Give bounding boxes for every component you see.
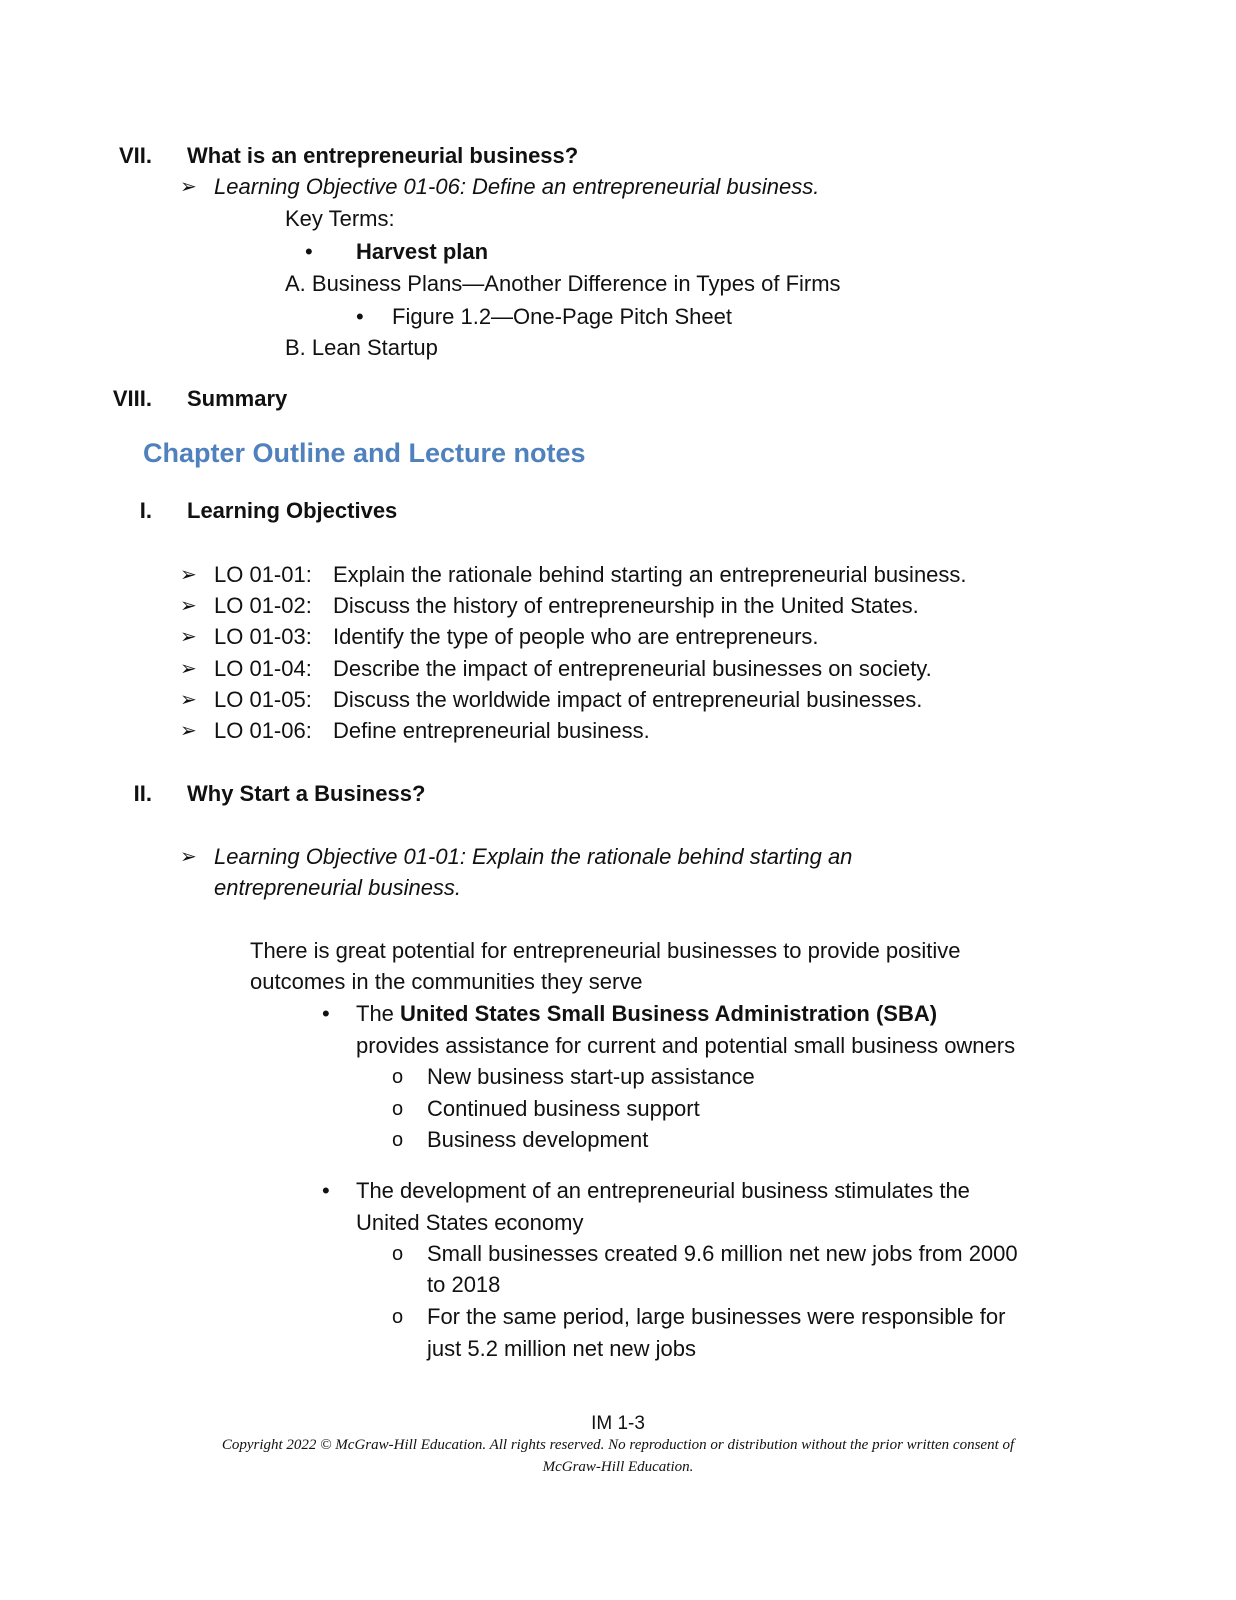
circle-bullet-icon: o [392,1098,404,1120]
section-numeral: VIII. [112,386,152,411]
objective-code: LO 01-06: [214,718,312,743]
objective-text: Describe the impact of entrepreneurial businesses on society. [333,656,932,681]
arrow-bullet-icon: ➢ [180,595,197,617]
learning-objective-line2: entrepreneurial business. [214,875,462,900]
section-numeral: I. [139,498,152,523]
objective-text: Discuss the history of entrepreneurship in the United States. [333,593,919,618]
chapter-heading: Chapter Outline and Lecture notes [143,438,586,468]
arrow-bullet-icon: ➢ [180,626,197,648]
sba-name: United States Small Business Administration (SBA) [400,1001,938,1026]
outline-sub-item: Figure 1.2—One-Page Pitch Sheet [392,304,732,329]
learning-objective-line1: Learning Objective 01-01: Explain the rationale behind starting an [214,844,853,869]
arrow-bullet-icon: ➢ [180,564,197,586]
bullet-icon: • [356,304,364,329]
circle-bullet-icon: o [392,1066,404,1088]
sub-bullet-line1: Small businesses created 9.6 million net new jobs from 2000 [427,1241,1018,1266]
bullet1-line2: provides assistance for current and potential small business owners [356,1033,1016,1058]
bullet-icon: • [322,1001,330,1026]
copyright-line2: McGraw-Hill Education. [542,1459,694,1475]
bullet-icon: • [305,239,313,264]
objective-code: LO 01-05: [214,687,312,712]
section-title: Learning Objectives [187,498,398,523]
objective-text: Explain the rationale behind starting an entrepreneurial business. [333,562,967,587]
sub-bullet-line1: For the same period, large businesses were responsible for [427,1304,1006,1329]
objective-code: LO 01-04: [214,656,312,681]
intro-paragraph-line1: There is great potential for entrepreneurial businesses to provide positive [250,938,961,963]
objective-code: LO 01-01: [214,562,312,587]
section-numeral: VII. [118,143,152,168]
bullet-icon: • [322,1178,330,1203]
objective-code: LO 01-02: [214,593,312,618]
arrow-bullet-icon: ➢ [180,658,197,680]
sub-bullet: Continued business support [427,1096,700,1121]
objective-code: LO 01-03: [214,624,312,649]
section-title: Why Start a Business? [187,781,426,806]
objective-text: Define entrepreneurial business. [333,718,650,743]
intro-paragraph-line2: outcomes in the communities they serve [250,969,643,994]
section-title: Summary [187,386,288,411]
outline-item-a: A. Business Plans—Another Difference in Types of Firms [285,271,841,296]
circle-bullet-icon: o [392,1129,404,1151]
learning-objective: Learning Objective 01-06: Define an entrepreneurial business. [214,174,820,199]
sub-bullet: New business start-up assistance [427,1064,755,1089]
arrow-bullet-icon: ➢ [180,720,197,742]
key-term: Harvest plan [356,239,489,264]
arrow-bullet-icon: ➢ [180,846,197,868]
bullet2-line2: United States economy [356,1210,584,1235]
objective-text: Identify the type of people who are entrepreneurs. [333,624,819,649]
section-numeral: II. [133,781,152,806]
sub-bullet-line2: to 2018 [427,1272,501,1297]
arrow-bullet-icon: ➢ [180,176,197,198]
objective-text: Discuss the worldwide impact of entrepreneurial businesses. [333,687,923,712]
bullet1-prefix: The [356,1001,401,1026]
circle-bullet-icon: o [392,1306,404,1328]
bullet2-line1: The development of an entrepreneurial business stimulates the [356,1178,970,1203]
sub-bullet-line2: just 5.2 million net new jobs [427,1336,697,1361]
page-number: IM 1-3 [591,1413,645,1434]
bullet1-line1 [356,999,937,1029]
section-title: What is an entrepreneurial business? [187,143,579,168]
key-terms-label: Key Terms: [285,206,395,231]
outline-item-b: B. Lean Startup [285,335,438,360]
copyright-line1: Copyright 2022 © McGraw-Hill Education. All rights reserved. No reproduction or distribution without the prior written consent of [221,1437,1015,1453]
sub-bullet: Business development [427,1127,649,1152]
arrow-bullet-icon: ➢ [180,689,197,711]
circle-bullet-icon: o [392,1243,404,1265]
